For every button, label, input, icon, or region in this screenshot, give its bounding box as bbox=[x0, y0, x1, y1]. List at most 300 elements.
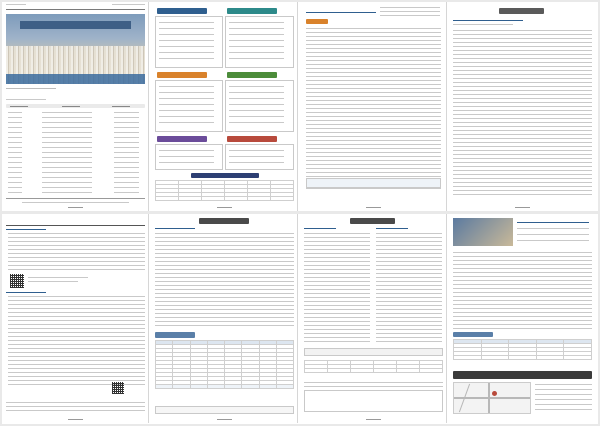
page-number bbox=[366, 417, 381, 420]
text-line bbox=[453, 58, 592, 59]
text-line bbox=[304, 237, 370, 238]
text-line bbox=[306, 156, 441, 157]
text-line bbox=[376, 337, 442, 338]
text-line bbox=[155, 277, 294, 278]
text-line bbox=[8, 360, 145, 361]
text-line bbox=[306, 116, 441, 117]
text-line bbox=[376, 249, 442, 250]
text-line bbox=[453, 174, 592, 175]
text-line bbox=[453, 142, 592, 143]
text-line bbox=[8, 364, 145, 365]
text-line bbox=[42, 137, 92, 138]
text-line bbox=[229, 86, 284, 87]
text-line bbox=[306, 144, 441, 145]
section-title-bar bbox=[227, 8, 277, 14]
text-line bbox=[453, 134, 592, 135]
qr-code-icon bbox=[112, 382, 124, 394]
bulletin-page-7 bbox=[300, 214, 447, 423]
text-line bbox=[8, 112, 22, 113]
footer-text bbox=[22, 202, 129, 203]
text-line bbox=[155, 301, 294, 302]
text-line bbox=[304, 305, 370, 306]
text-line bbox=[304, 257, 370, 258]
text-line bbox=[453, 30, 592, 31]
text-line bbox=[376, 297, 442, 298]
text-line bbox=[8, 122, 22, 123]
text-line bbox=[42, 177, 92, 178]
masthead-title bbox=[10, 76, 70, 82]
text-line bbox=[8, 157, 22, 158]
page-number bbox=[68, 205, 83, 208]
text-line bbox=[229, 28, 284, 29]
text-line bbox=[114, 137, 139, 138]
text-line bbox=[453, 300, 592, 301]
text-line bbox=[306, 100, 441, 101]
text-line bbox=[304, 313, 370, 314]
text-line bbox=[8, 304, 145, 305]
text-line bbox=[155, 253, 294, 254]
text-line bbox=[453, 50, 592, 51]
text-line bbox=[229, 92, 284, 93]
text-line bbox=[453, 66, 592, 67]
text-line bbox=[62, 106, 80, 107]
text-line bbox=[42, 172, 92, 173]
text-line bbox=[8, 162, 22, 163]
text-line bbox=[376, 293, 442, 294]
text-line bbox=[453, 46, 592, 47]
text-line bbox=[114, 147, 139, 148]
text-line bbox=[155, 237, 294, 238]
text-line bbox=[380, 15, 440, 16]
text-line bbox=[304, 281, 370, 282]
text-line bbox=[376, 333, 442, 334]
text-line bbox=[8, 296, 145, 297]
text-line bbox=[380, 7, 440, 8]
text-line bbox=[535, 389, 592, 390]
page-title-bar bbox=[350, 218, 395, 224]
text-line bbox=[304, 293, 370, 294]
bulletin-page-4 bbox=[449, 2, 596, 211]
text-line bbox=[229, 104, 284, 105]
text-line bbox=[155, 289, 294, 290]
text-line bbox=[376, 329, 442, 330]
text-line bbox=[42, 187, 92, 188]
text-line bbox=[304, 325, 370, 326]
text-line bbox=[114, 157, 139, 158]
page-header bbox=[6, 6, 145, 10]
text-line bbox=[453, 304, 592, 305]
text-line bbox=[306, 104, 441, 105]
text-line bbox=[306, 44, 441, 45]
text-line bbox=[376, 313, 442, 314]
text-line bbox=[8, 328, 145, 329]
text-line bbox=[159, 86, 214, 87]
text-line bbox=[306, 68, 441, 69]
text-line bbox=[306, 152, 441, 153]
text-line bbox=[304, 261, 370, 262]
text-line bbox=[453, 186, 592, 187]
text-line bbox=[304, 269, 370, 270]
text-line bbox=[155, 321, 294, 322]
text-line bbox=[229, 116, 284, 117]
title-rule bbox=[306, 12, 376, 13]
text-line bbox=[8, 187, 22, 188]
text-line bbox=[453, 324, 592, 325]
text-line bbox=[453, 190, 592, 191]
text-line bbox=[453, 74, 592, 75]
section-tag bbox=[306, 19, 328, 24]
text-line bbox=[229, 110, 284, 111]
text-line bbox=[159, 110, 214, 111]
text-line bbox=[42, 132, 92, 133]
text-line bbox=[114, 162, 139, 163]
text-line bbox=[376, 237, 442, 238]
text-line bbox=[229, 46, 284, 47]
text-line bbox=[304, 285, 370, 286]
text-line bbox=[453, 118, 592, 119]
text-line bbox=[304, 301, 370, 302]
text-line bbox=[155, 297, 294, 298]
text-line bbox=[453, 292, 592, 293]
text-line bbox=[8, 265, 145, 266]
text-line bbox=[6, 406, 145, 407]
page-title-bar bbox=[199, 218, 249, 224]
bulletin-page-2 bbox=[151, 2, 298, 211]
text-line bbox=[306, 164, 441, 165]
text-line bbox=[6, 410, 145, 411]
info-box bbox=[225, 16, 294, 68]
text-line bbox=[306, 108, 441, 109]
text-line bbox=[8, 253, 145, 254]
worship-order-title bbox=[6, 88, 145, 95]
text-line bbox=[8, 147, 22, 148]
text-line bbox=[159, 156, 214, 157]
text-line bbox=[155, 305, 294, 306]
text-line bbox=[306, 56, 441, 57]
text-line bbox=[376, 309, 442, 310]
text-line bbox=[376, 269, 442, 270]
text-line bbox=[8, 261, 145, 262]
text-line bbox=[155, 273, 294, 274]
text-line bbox=[155, 285, 294, 286]
schedule-table bbox=[155, 180, 294, 201]
text-line bbox=[453, 70, 592, 71]
memo-box bbox=[304, 390, 443, 412]
text-line bbox=[6, 99, 46, 100]
text-line bbox=[8, 380, 145, 381]
offering-table bbox=[155, 340, 294, 389]
text-line bbox=[376, 305, 442, 306]
text-line bbox=[28, 281, 78, 282]
text-line bbox=[453, 38, 592, 39]
text-line bbox=[8, 257, 145, 258]
section-title-bar bbox=[227, 136, 277, 142]
text-line bbox=[453, 264, 592, 265]
text-line bbox=[8, 332, 145, 333]
text-line bbox=[453, 62, 592, 63]
text-line bbox=[453, 130, 592, 131]
text-line bbox=[304, 321, 370, 322]
text-line bbox=[159, 34, 214, 35]
text-line bbox=[453, 288, 592, 289]
text-line bbox=[453, 260, 592, 261]
text-line bbox=[306, 160, 441, 161]
text-line bbox=[8, 336, 145, 337]
section-title-bar bbox=[227, 72, 277, 78]
title-rule bbox=[6, 88, 56, 89]
text-line bbox=[114, 177, 139, 178]
section-title-bar bbox=[157, 72, 207, 78]
text-line bbox=[155, 228, 195, 229]
text-line bbox=[453, 316, 592, 317]
text-line bbox=[304, 317, 370, 318]
section-title-bar bbox=[157, 8, 207, 14]
text-line bbox=[304, 382, 443, 383]
text-line bbox=[159, 150, 214, 151]
text-line bbox=[114, 192, 139, 193]
text-line bbox=[155, 241, 294, 242]
text-line bbox=[306, 132, 441, 133]
text-line bbox=[42, 117, 92, 118]
text-line bbox=[306, 40, 441, 41]
text-line bbox=[304, 341, 370, 342]
text-line bbox=[42, 147, 92, 148]
text-line bbox=[8, 316, 145, 317]
text-line bbox=[159, 46, 214, 47]
bulletin-page-5 bbox=[2, 214, 149, 423]
text-line bbox=[306, 48, 441, 49]
text-line bbox=[8, 320, 145, 321]
bulletin-page-3 bbox=[300, 2, 447, 211]
bulletin-page-6 bbox=[151, 214, 298, 423]
qr-code-icon bbox=[10, 274, 24, 288]
text-line bbox=[453, 122, 592, 123]
text-line bbox=[453, 24, 513, 25]
text-line bbox=[304, 289, 370, 290]
text-line bbox=[306, 176, 441, 177]
text-line bbox=[306, 64, 441, 65]
page-number bbox=[515, 205, 530, 208]
text-line bbox=[8, 172, 22, 173]
text-line bbox=[376, 317, 442, 318]
text-line bbox=[159, 22, 214, 23]
text-line bbox=[453, 154, 592, 155]
bulletin-page-8 bbox=[449, 214, 596, 423]
text-line bbox=[453, 308, 592, 309]
text-line bbox=[304, 233, 370, 234]
text-line bbox=[376, 325, 442, 326]
text-line bbox=[6, 292, 46, 293]
text-line bbox=[535, 409, 592, 410]
text-line bbox=[376, 321, 442, 322]
text-line bbox=[114, 117, 139, 118]
text-line bbox=[376, 341, 442, 342]
text-line bbox=[8, 344, 145, 345]
text-line bbox=[304, 228, 336, 229]
text-line bbox=[376, 261, 442, 262]
text-line bbox=[8, 300, 145, 301]
text-line bbox=[8, 241, 145, 242]
text-line bbox=[535, 404, 592, 405]
text-line bbox=[453, 166, 592, 167]
text-line bbox=[376, 228, 408, 229]
text-line bbox=[306, 148, 441, 149]
text-line bbox=[304, 277, 370, 278]
text-line bbox=[229, 98, 284, 99]
text-line bbox=[453, 20, 523, 21]
text-line bbox=[8, 117, 22, 118]
text-line bbox=[229, 122, 284, 123]
text-line bbox=[8, 324, 145, 325]
text-line bbox=[8, 312, 145, 313]
text-line bbox=[453, 86, 592, 87]
text-line bbox=[306, 112, 441, 113]
text-line bbox=[8, 269, 145, 270]
text-line bbox=[453, 162, 592, 163]
text-line bbox=[535, 384, 592, 385]
text-line bbox=[306, 140, 441, 141]
text-line bbox=[8, 348, 145, 349]
text-line bbox=[517, 222, 589, 223]
text-line bbox=[8, 372, 145, 373]
bulletin-sheet bbox=[2, 2, 598, 424]
text-line bbox=[8, 233, 145, 234]
text-line bbox=[304, 273, 370, 274]
text-line bbox=[159, 58, 214, 59]
text-line bbox=[453, 126, 592, 127]
text-line bbox=[8, 142, 22, 143]
text-line bbox=[159, 98, 214, 99]
text-line bbox=[306, 72, 441, 73]
text-line bbox=[376, 257, 442, 258]
text-line bbox=[229, 40, 284, 41]
text-line bbox=[453, 178, 592, 179]
bulletin-page-1 bbox=[2, 2, 149, 211]
text-line bbox=[453, 280, 592, 281]
text-line bbox=[453, 320, 592, 321]
text-line bbox=[8, 137, 22, 138]
text-line bbox=[304, 265, 370, 266]
text-line bbox=[159, 122, 214, 123]
text-line bbox=[8, 368, 145, 369]
text-line bbox=[306, 168, 441, 169]
text-line bbox=[6, 402, 145, 403]
text-line bbox=[155, 261, 294, 262]
text-line bbox=[155, 233, 294, 234]
text-line bbox=[8, 192, 22, 193]
text-line bbox=[114, 167, 139, 168]
page-number bbox=[68, 417, 83, 420]
text-line bbox=[376, 233, 442, 234]
text-line bbox=[453, 272, 592, 273]
text-line bbox=[42, 122, 92, 123]
text-line bbox=[306, 52, 441, 53]
text-line bbox=[376, 281, 442, 282]
text-line bbox=[304, 249, 370, 250]
text-line bbox=[114, 112, 139, 113]
text-line bbox=[155, 313, 294, 314]
text-line bbox=[453, 158, 592, 159]
text-line bbox=[517, 228, 589, 229]
text-line bbox=[306, 80, 441, 81]
highlight-box bbox=[306, 178, 441, 188]
text-line bbox=[453, 312, 592, 313]
text-line bbox=[114, 122, 139, 123]
text-line bbox=[42, 112, 92, 113]
text-line bbox=[453, 150, 592, 151]
note-box bbox=[155, 406, 294, 414]
text-line bbox=[453, 110, 592, 111]
schedule-title-bar bbox=[191, 173, 259, 178]
page-title bbox=[6, 218, 145, 224]
text-line bbox=[453, 90, 592, 91]
text-line bbox=[304, 333, 370, 334]
text-line bbox=[114, 172, 139, 173]
text-line bbox=[306, 92, 441, 93]
text-line bbox=[376, 289, 442, 290]
text-line bbox=[453, 54, 592, 55]
text-line bbox=[159, 28, 214, 29]
text-line bbox=[8, 237, 145, 238]
text-line bbox=[304, 309, 370, 310]
text-line bbox=[155, 249, 294, 250]
text-line bbox=[306, 84, 441, 85]
text-line bbox=[453, 94, 592, 95]
text-line bbox=[159, 116, 214, 117]
text-line bbox=[8, 177, 22, 178]
text-line bbox=[6, 229, 46, 230]
text-line bbox=[155, 257, 294, 258]
section-title-bar bbox=[453, 332, 493, 337]
map-icon bbox=[453, 382, 531, 414]
staff-table bbox=[453, 339, 592, 360]
info-box bbox=[155, 16, 223, 68]
page-title-bar bbox=[499, 8, 544, 14]
text-line bbox=[376, 285, 442, 286]
text-line bbox=[376, 241, 442, 242]
text-line bbox=[304, 329, 370, 330]
text-line bbox=[42, 162, 92, 163]
text-line bbox=[42, 127, 92, 128]
text-line bbox=[453, 82, 592, 83]
text-line bbox=[159, 40, 214, 41]
text-line bbox=[229, 52, 284, 53]
text-line bbox=[306, 76, 441, 77]
text-line bbox=[155, 245, 294, 246]
info-box bbox=[225, 144, 294, 170]
text-line bbox=[535, 394, 592, 395]
text-line bbox=[8, 152, 22, 153]
contact-bar bbox=[453, 371, 592, 379]
info-box bbox=[225, 80, 294, 132]
text-line bbox=[376, 253, 442, 254]
text-line bbox=[112, 106, 130, 107]
text-line bbox=[42, 152, 92, 153]
page-number bbox=[217, 205, 232, 208]
text-line bbox=[306, 88, 441, 89]
text-line bbox=[380, 11, 440, 12]
text-line bbox=[453, 276, 592, 277]
text-line bbox=[8, 340, 145, 341]
photo-banner bbox=[20, 21, 131, 29]
info-box bbox=[155, 144, 223, 170]
text-line bbox=[376, 245, 442, 246]
text-line bbox=[114, 132, 139, 133]
text-line bbox=[453, 170, 592, 171]
text-line bbox=[453, 138, 592, 139]
text-line bbox=[304, 245, 370, 246]
text-line bbox=[453, 252, 592, 253]
